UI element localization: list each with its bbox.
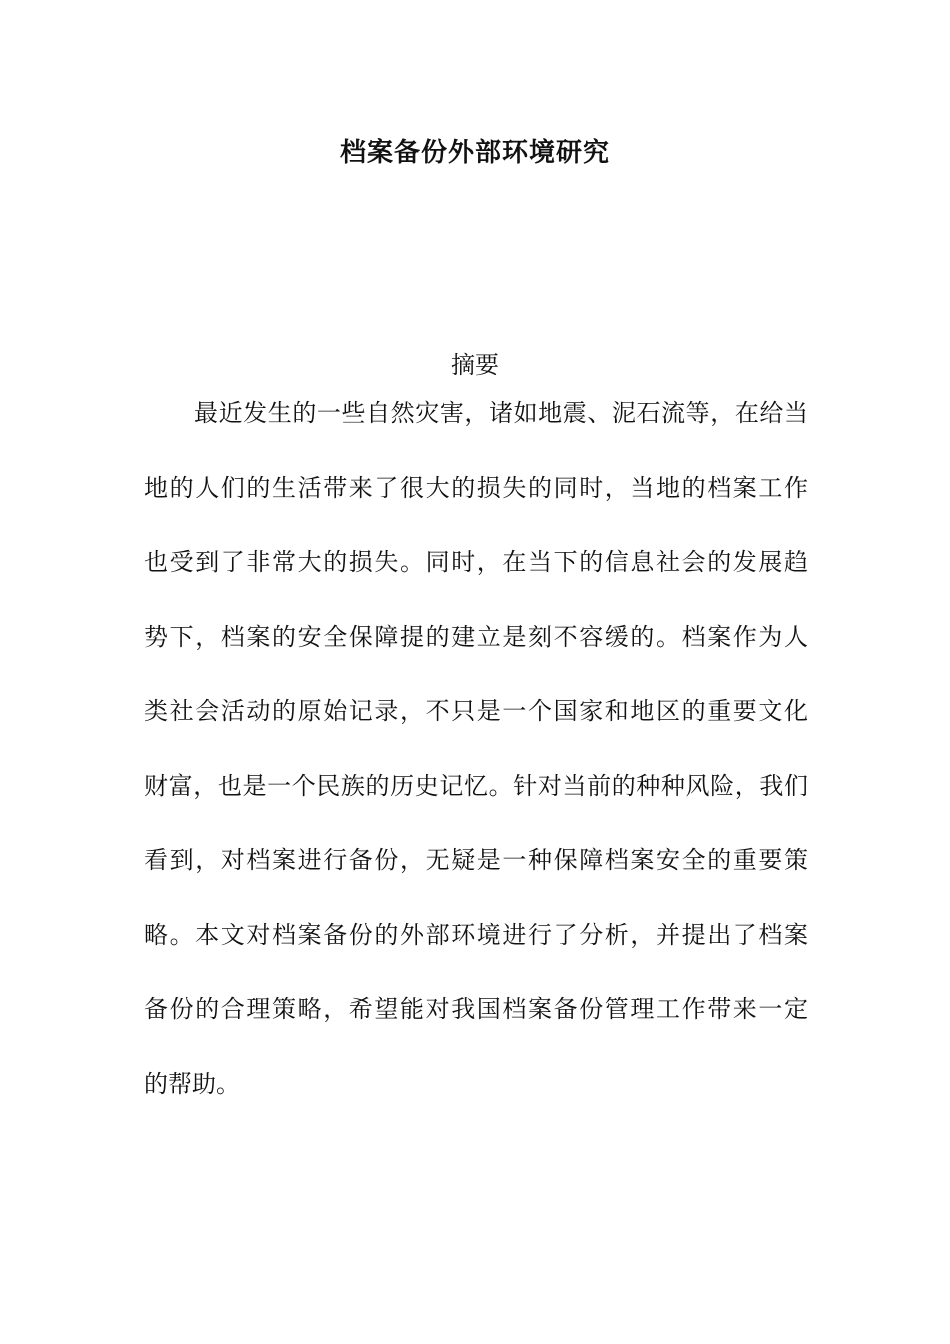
abstract-line: 势下，档案的安全保障提的建立是刻不容缓的。档案作为人 bbox=[144, 622, 808, 651]
document-title: 档案备份外部环境研究 bbox=[339, 138, 610, 168]
abstract-line: 的帮助。 bbox=[144, 1069, 240, 1098]
abstract-line: 看到，对档案进行备份，无疑是一种保障档案安全的重要策 bbox=[144, 846, 808, 874]
abstract-line: 略。本文对档案备份的外部环境进行了分析，并提出了档案 bbox=[144, 920, 808, 949]
abstract-heading: 摘要 bbox=[451, 351, 499, 379]
abstract-line: 也受到了非常大的损失。同时，在当下的信息社会的发展趋 bbox=[144, 548, 808, 576]
abstract-line: 财富，也是一个民族的历史记忆。针对当前的种种风险，我们 bbox=[144, 771, 808, 800]
abstract-line: 类社会活动的原始记录，不只是一个国家和地区的重要文化 bbox=[144, 697, 808, 725]
abstract-line: 最近发生的一些自然灾害，诸如地震、泥石流等，在给当 bbox=[194, 399, 808, 427]
abstract-line: 地的人们的生活带来了很大的损失的同时，当地的档案工作 bbox=[144, 473, 808, 502]
abstract-paragraph bbox=[144, 388, 808, 1133]
abstract-line: 备份的合理策略，希望能对我国档案备份管理工作带来一定 bbox=[144, 995, 808, 1023]
